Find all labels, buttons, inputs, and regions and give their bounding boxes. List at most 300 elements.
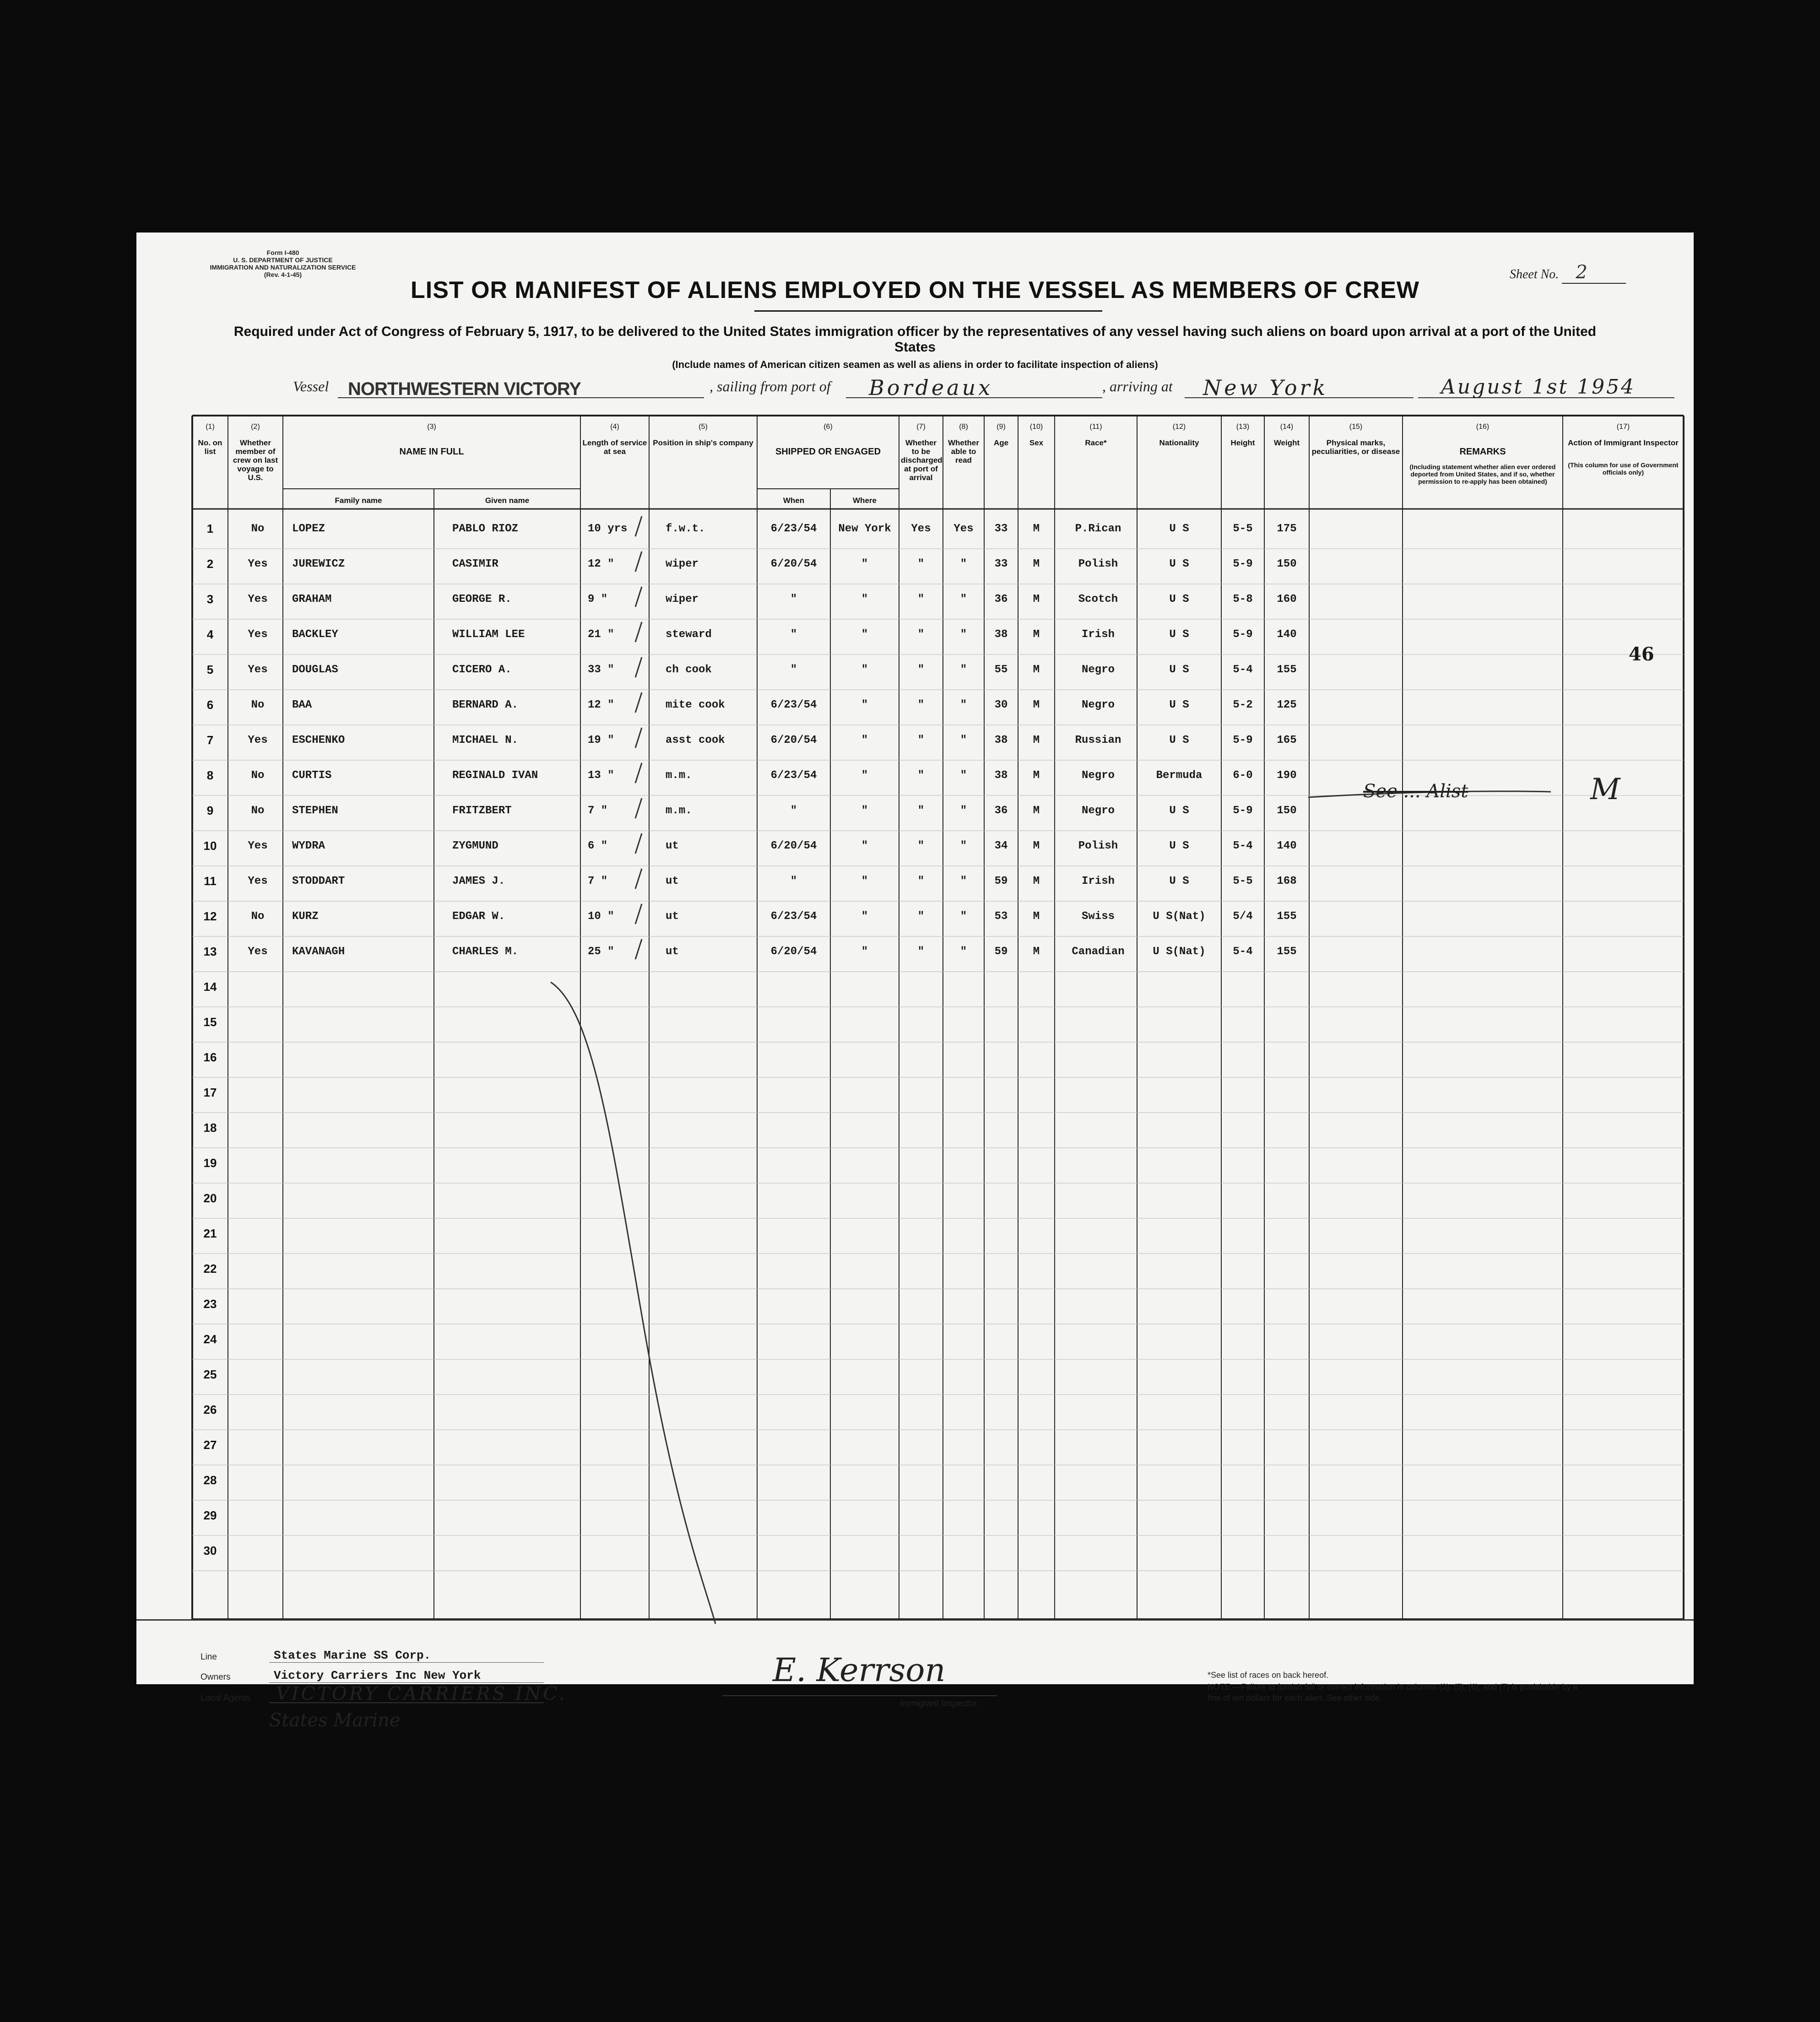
weight: 150 bbox=[1277, 805, 1297, 817]
owners-label: Owners bbox=[200, 1672, 231, 1682]
shipped-when: 6/23/54 bbox=[770, 699, 817, 711]
service-length: 7 " bbox=[588, 805, 608, 817]
age: 59 bbox=[994, 946, 1008, 958]
row-number: 12 bbox=[203, 909, 217, 923]
race: Polish bbox=[1078, 558, 1118, 570]
shipped-when: 6/20/54 bbox=[770, 558, 817, 570]
race: Swiss bbox=[1081, 910, 1115, 923]
height: 5-4 bbox=[1233, 840, 1253, 852]
able-to-read: " bbox=[960, 769, 967, 782]
crew-last-voyage: No bbox=[251, 910, 265, 923]
nationality: U S bbox=[1169, 523, 1189, 535]
shipped-when: 6/23/54 bbox=[770, 769, 817, 782]
manifest-table bbox=[136, 232, 1694, 1684]
able-to-read: " bbox=[960, 840, 967, 852]
race: Scotch bbox=[1078, 593, 1118, 606]
given-name: EDGAR W. bbox=[452, 910, 505, 923]
requirement-text: Required under Act of Congress of February 5, 1917, to be delivered to the United States immigration officer by the representatives of any vessel having such aliens on board upon arrival at a port of the United States bbox=[233, 324, 1597, 355]
column-number: (4) bbox=[610, 423, 619, 431]
race: Canadian bbox=[1072, 946, 1125, 958]
crew-last-voyage: Yes bbox=[248, 558, 268, 570]
height: 5-5 bbox=[1233, 523, 1253, 535]
column-header: Whether to be discharged at port of arrival bbox=[901, 438, 942, 482]
crew-last-voyage: Yes bbox=[248, 734, 268, 746]
crew-last-voyage: Yes bbox=[248, 593, 268, 606]
shipped-when: 6/23/54 bbox=[770, 523, 817, 535]
sex: M bbox=[1033, 769, 1040, 782]
shipped-where: " bbox=[861, 628, 868, 641]
service-length: 25 " bbox=[588, 946, 614, 958]
line-label: Line bbox=[200, 1652, 217, 1662]
row-number: 4 bbox=[206, 627, 214, 641]
position: ut bbox=[666, 875, 679, 887]
service-length: 9 " bbox=[588, 593, 608, 606]
sex: M bbox=[1033, 523, 1040, 535]
service-length: 12 " bbox=[588, 699, 614, 711]
nationality: Bermuda bbox=[1156, 769, 1202, 782]
nationality: U S bbox=[1169, 699, 1189, 711]
row-number: 11 bbox=[204, 874, 217, 888]
sex: M bbox=[1033, 664, 1040, 676]
service-length: 10 yrs bbox=[588, 523, 628, 535]
discharged-at-port: " bbox=[917, 769, 925, 782]
sailing-label: , sailing from port of bbox=[710, 378, 831, 395]
column-header: Physical marks, peculiarities, or disease bbox=[1311, 438, 1400, 456]
discharged-at-port: " bbox=[917, 910, 925, 923]
family-name: ESCHENKO bbox=[292, 734, 345, 746]
row-number: 26 bbox=[203, 1403, 217, 1416]
column-header: Weight bbox=[1273, 438, 1300, 447]
able-to-read: " bbox=[960, 910, 967, 923]
row-number: 5 bbox=[206, 663, 214, 676]
age: 30 bbox=[994, 699, 1008, 711]
shipped-where: " bbox=[861, 946, 868, 958]
row-number: 14 bbox=[203, 980, 217, 994]
signature-line bbox=[722, 1695, 997, 1696]
arrival-port: New York bbox=[1203, 375, 1328, 400]
vessel-name: NORTHWESTERN VICTORY bbox=[348, 379, 581, 399]
row-number: 13 bbox=[203, 945, 217, 958]
inspector-mark-row-8: M bbox=[1590, 773, 1620, 806]
row-number: 9 bbox=[206, 804, 214, 817]
nationality: U S bbox=[1169, 628, 1189, 641]
weight: 155 bbox=[1277, 910, 1297, 923]
shipped-where: " bbox=[861, 910, 868, 923]
column-header: Whether member of crew on last voyage to U.S. bbox=[233, 438, 278, 482]
sex: M bbox=[1033, 946, 1040, 958]
discharged-at-port: " bbox=[917, 840, 925, 852]
row-number: 6 bbox=[206, 698, 214, 712]
height: 5-4 bbox=[1233, 946, 1253, 958]
discharged-at-port: " bbox=[917, 946, 925, 958]
family-name: WYDRA bbox=[292, 840, 325, 852]
arrival-date: August 1st 1954 bbox=[1441, 375, 1636, 399]
column-number: (9) bbox=[997, 423, 1006, 431]
column-header: Sex bbox=[1029, 438, 1044, 447]
shipped-when: " bbox=[790, 805, 797, 817]
family-name: BACKLEY bbox=[292, 628, 338, 641]
footer-divider bbox=[136, 1619, 1694, 1621]
column-header: Action of Immigrant Inspector bbox=[1568, 438, 1679, 447]
height: 5/4 bbox=[1233, 910, 1253, 923]
weight: 165 bbox=[1277, 734, 1297, 746]
position: asst cook bbox=[666, 734, 725, 746]
shipping-line: States Marine SS Corp. bbox=[274, 1649, 431, 1662]
column-number: (14) bbox=[1280, 423, 1294, 431]
shipped-where: " bbox=[861, 558, 868, 570]
service-length: 6 " bbox=[588, 840, 608, 852]
sex: M bbox=[1033, 628, 1040, 641]
height: 6-0 bbox=[1233, 769, 1253, 782]
crew-last-voyage: Yes bbox=[248, 840, 268, 852]
discharged-at-port: " bbox=[917, 558, 925, 570]
column-header: Age bbox=[993, 438, 1009, 447]
sheet-label: Sheet No. bbox=[1510, 267, 1559, 281]
sex: M bbox=[1033, 805, 1040, 817]
sex: M bbox=[1033, 558, 1040, 570]
shipped-where: " bbox=[861, 664, 868, 676]
weight: 168 bbox=[1277, 875, 1297, 887]
crew-last-voyage: No bbox=[251, 805, 265, 817]
row-number: 15 bbox=[203, 1015, 217, 1029]
shipped-where: " bbox=[861, 840, 868, 852]
given-name: BERNARD A. bbox=[452, 699, 519, 711]
column-header: REMARKS bbox=[1459, 447, 1506, 457]
nationality: U S(Nat) bbox=[1153, 910, 1206, 923]
weight: 155 bbox=[1277, 664, 1297, 676]
crew-last-voyage: Yes bbox=[248, 664, 268, 676]
race: Negro bbox=[1081, 699, 1115, 711]
column-header: Position in ship's company bbox=[653, 438, 753, 447]
position: ut bbox=[666, 910, 679, 923]
row-number: 21 bbox=[203, 1227, 217, 1240]
local-agents: VICTORY CARRIERS INC. bbox=[276, 1683, 567, 1704]
arriving-label: , arriving at bbox=[1102, 378, 1173, 395]
manifest-sheet bbox=[136, 232, 1694, 1731]
races-note: *See list of races on back hereof. bbox=[1208, 1671, 1329, 1680]
service-name: IMMIGRATION AND NATURALIZATION SERVICE bbox=[210, 264, 356, 271]
height: 5-5 bbox=[1233, 875, 1253, 887]
race: Polish bbox=[1078, 840, 1118, 852]
shipped-where: " bbox=[861, 593, 868, 606]
discharged-at-port: " bbox=[917, 628, 925, 641]
age: 36 bbox=[994, 593, 1008, 606]
department-name: U. S. DEPARTMENT OF JUSTICE bbox=[233, 256, 333, 264]
column-number: (11) bbox=[1089, 423, 1102, 431]
row-number: 19 bbox=[203, 1156, 217, 1170]
shipped-when: 6/20/54 bbox=[770, 840, 817, 852]
race: Negro bbox=[1081, 769, 1115, 782]
age: 38 bbox=[994, 769, 1008, 782]
row-number: 8 bbox=[206, 768, 214, 782]
weight: 140 bbox=[1277, 628, 1297, 641]
given-name: CASIMIR bbox=[452, 558, 498, 570]
agents-script: States Marine bbox=[269, 1710, 401, 1731]
shipped-when: " bbox=[790, 664, 797, 676]
row-number: 25 bbox=[203, 1368, 217, 1381]
shipped-where: " bbox=[861, 699, 868, 711]
height: 5-4 bbox=[1233, 664, 1253, 676]
age: 33 bbox=[994, 558, 1008, 570]
race: P.Rican bbox=[1075, 523, 1121, 535]
discharged-at-port: " bbox=[917, 805, 925, 817]
able-to-read: " bbox=[960, 593, 967, 606]
column-header: Height bbox=[1230, 438, 1255, 447]
nationality: U S bbox=[1169, 840, 1189, 852]
nationality: U S(Nat) bbox=[1153, 946, 1206, 958]
row-number: 22 bbox=[203, 1262, 217, 1276]
service-length: 10 " bbox=[588, 910, 614, 923]
nationality: U S bbox=[1169, 805, 1189, 817]
column-number: (5) bbox=[699, 423, 708, 431]
revision-date: (Rev. 4-1-45) bbox=[264, 271, 302, 278]
age: 36 bbox=[994, 805, 1008, 817]
crew-last-voyage: Yes bbox=[248, 628, 268, 641]
family-name: KURZ bbox=[292, 910, 319, 923]
family-name: LOPEZ bbox=[292, 523, 325, 535]
column-header: No. on list bbox=[198, 438, 222, 456]
given-name: WILLIAM LEE bbox=[452, 628, 525, 641]
able-to-read: " bbox=[960, 664, 967, 676]
discharged-at-port: " bbox=[917, 699, 925, 711]
shipped-where: " bbox=[861, 734, 868, 746]
discharged-at-port: Yes bbox=[911, 523, 931, 535]
inspector-note: (This column for use of Government officials only) bbox=[1568, 461, 1679, 476]
given-name: MICHAEL N. bbox=[452, 734, 519, 746]
sex: M bbox=[1033, 875, 1040, 887]
column-number: (17) bbox=[1616, 423, 1630, 431]
row-number: 10 bbox=[203, 839, 217, 853]
age: 38 bbox=[994, 734, 1008, 746]
shipped-where: " bbox=[861, 805, 868, 817]
family-name: KAVANAGH bbox=[292, 946, 345, 958]
nationality: U S bbox=[1169, 558, 1189, 570]
position: wiper bbox=[666, 593, 699, 606]
nationality: U S bbox=[1169, 664, 1189, 676]
vessel-label: Vessel bbox=[293, 378, 329, 395]
shipped-when: " bbox=[790, 875, 797, 887]
column-header: SHIPPED OR ENGAGED bbox=[775, 447, 881, 457]
given-name: FRITZBERT bbox=[452, 805, 512, 817]
sex: M bbox=[1033, 699, 1040, 711]
weight: 160 bbox=[1277, 593, 1297, 606]
given-name: ZYGMUND bbox=[452, 840, 498, 852]
position: m.m. bbox=[666, 769, 692, 782]
column-number: (7) bbox=[916, 423, 926, 431]
title-text: LIST OR MANIFEST OF ALIENS EMPLOYED ON THE VESSEL AS MEMBERS OF CREW bbox=[411, 277, 1419, 303]
weight: 190 bbox=[1277, 769, 1297, 782]
family-name: STODDART bbox=[292, 875, 345, 887]
age: 38 bbox=[994, 628, 1008, 641]
service-length: 21 " bbox=[588, 628, 614, 641]
discharged-at-port: " bbox=[917, 664, 925, 676]
column-header: Length of service at sea bbox=[582, 438, 647, 456]
age: 34 bbox=[994, 840, 1008, 852]
height: 5-2 bbox=[1233, 699, 1253, 711]
discharged-at-port: " bbox=[917, 593, 925, 606]
position: ut bbox=[666, 946, 679, 958]
column-header: Race* bbox=[1085, 438, 1107, 447]
able-to-read: " bbox=[960, 628, 967, 641]
position: f.w.t. bbox=[666, 523, 705, 535]
column-number: (12) bbox=[1172, 423, 1186, 431]
row-number: 23 bbox=[203, 1297, 217, 1311]
departure-port: Bordeaux bbox=[869, 375, 993, 400]
failure-note: NOTE.—Failure to furnish full or correct information in columns (3), (5), (6), and (7) is punishable by a fine of ten dollars for each alien. See other side. bbox=[1208, 1682, 1578, 1703]
sex: M bbox=[1033, 840, 1040, 852]
position: m.m. bbox=[666, 805, 692, 817]
service-length: 7 " bbox=[588, 875, 608, 887]
given-name: CICERO A. bbox=[452, 664, 512, 676]
age: 53 bbox=[994, 910, 1008, 923]
discharged-at-port: " bbox=[917, 875, 925, 887]
sex: M bbox=[1033, 910, 1040, 923]
inspector-label: Immigrant Inspector. bbox=[900, 1699, 979, 1708]
family-name: CURTIS bbox=[292, 769, 332, 782]
race: Irish bbox=[1081, 628, 1115, 641]
row-number: 24 bbox=[203, 1332, 217, 1346]
shipped-when: 6/23/54 bbox=[770, 910, 817, 923]
row-number: 2 bbox=[206, 557, 214, 571]
column-header: Whether able to read bbox=[948, 438, 979, 465]
position: wiper bbox=[666, 558, 699, 570]
row-number: 27 bbox=[203, 1438, 217, 1452]
form-number: Form I-480 bbox=[266, 249, 299, 256]
margin-tally-number: 46 bbox=[1629, 643, 1654, 665]
shipped-where: " bbox=[861, 769, 868, 782]
age: 55 bbox=[994, 664, 1008, 676]
able-to-read: " bbox=[960, 734, 967, 746]
when-header: When bbox=[783, 496, 805, 505]
able-to-read: " bbox=[960, 805, 967, 817]
agents-label: Local Agents bbox=[200, 1693, 250, 1703]
position: mite cook bbox=[666, 699, 725, 711]
service-length: 12 " bbox=[588, 558, 614, 570]
sheet-number: 2 bbox=[1562, 262, 1626, 284]
line-field-line bbox=[269, 1662, 544, 1663]
height: 5-9 bbox=[1233, 734, 1253, 746]
row-number: 17 bbox=[203, 1086, 217, 1099]
column-number: (6) bbox=[823, 423, 833, 431]
service-length: 19 " bbox=[588, 734, 614, 746]
given-name: PABLO RIOZ bbox=[452, 523, 519, 535]
family-name-header: Family name bbox=[335, 496, 382, 505]
owners-field-line bbox=[269, 1682, 544, 1683]
race: Irish bbox=[1081, 875, 1115, 887]
family-name: JUREWICZ bbox=[292, 558, 345, 570]
row-number: 28 bbox=[203, 1473, 217, 1487]
where-header: Where bbox=[853, 496, 877, 505]
weight: 175 bbox=[1277, 523, 1297, 535]
row-number: 3 bbox=[206, 592, 214, 606]
row-number: 16 bbox=[203, 1050, 217, 1064]
given-name: GEORGE R. bbox=[452, 593, 512, 606]
family-name: STEPHEN bbox=[292, 805, 338, 817]
shipped-when: 6/20/54 bbox=[770, 946, 817, 958]
family-name: GRAHAM bbox=[292, 593, 332, 606]
row-number: 18 bbox=[203, 1121, 217, 1135]
column-number: (8) bbox=[959, 423, 968, 431]
age: 59 bbox=[994, 875, 1008, 887]
shipped-when: 6/20/54 bbox=[770, 734, 817, 746]
shipped-when: " bbox=[790, 628, 797, 641]
row-number: 7 bbox=[206, 733, 214, 747]
inspector-signature: E. Kerrson bbox=[773, 1651, 946, 1689]
discharged-at-port: " bbox=[917, 734, 925, 746]
weight: 150 bbox=[1277, 558, 1297, 570]
crew-last-voyage: Yes bbox=[248, 946, 268, 958]
sex: M bbox=[1033, 734, 1040, 746]
nationality: U S bbox=[1169, 593, 1189, 606]
position: steward bbox=[666, 628, 712, 641]
column-number: (2) bbox=[251, 423, 260, 431]
column-header: Nationality bbox=[1159, 438, 1199, 447]
weight: 140 bbox=[1277, 840, 1297, 852]
height: 5-9 bbox=[1233, 558, 1253, 570]
able-to-read: " bbox=[960, 699, 967, 711]
column-number: (13) bbox=[1236, 423, 1250, 431]
age: 33 bbox=[994, 523, 1008, 535]
height: 5-9 bbox=[1233, 628, 1253, 641]
column-number: (3) bbox=[427, 423, 436, 431]
race: Negro bbox=[1081, 805, 1115, 817]
column-number: (15) bbox=[1349, 423, 1363, 431]
family-name: BAA bbox=[292, 699, 312, 711]
crew-last-voyage: No bbox=[251, 769, 265, 782]
race: Russian bbox=[1075, 734, 1121, 746]
remarks-note: (Including statement whether alien ever ordered deported from United States, and if so, whether permission to re-apply has been obtained) bbox=[1409, 463, 1556, 485]
given-name: CHARLES M. bbox=[452, 946, 519, 958]
shipped-when: " bbox=[790, 593, 797, 606]
given-name-header: Given name bbox=[485, 496, 530, 505]
sex: M bbox=[1033, 593, 1040, 606]
weight: 155 bbox=[1277, 946, 1297, 958]
remark-row-8: See ... Alist bbox=[1363, 781, 1468, 802]
include-note: (Include names of American citizen seamen as well as aliens in order to facilitate inspection of aliens) bbox=[672, 359, 1158, 370]
row-number: 20 bbox=[203, 1191, 217, 1205]
service-length: 33 " bbox=[588, 664, 614, 676]
crew-last-voyage: No bbox=[251, 523, 265, 535]
given-name: REGINALD IVAN bbox=[452, 769, 538, 782]
column-header: NAME IN FULL bbox=[399, 447, 464, 457]
row-number: 30 bbox=[203, 1544, 217, 1557]
race: Negro bbox=[1081, 664, 1115, 676]
crew-last-voyage: No bbox=[251, 699, 265, 711]
position: ut bbox=[666, 840, 679, 852]
row-number: 29 bbox=[203, 1508, 217, 1522]
position: ch cook bbox=[666, 664, 712, 676]
given-name: JAMES J. bbox=[452, 875, 505, 887]
able-to-read: " bbox=[960, 558, 967, 570]
shipped-where: " bbox=[861, 875, 868, 887]
family-name: DOUGLAS bbox=[292, 664, 338, 676]
able-to-read: " bbox=[960, 946, 967, 958]
able-to-read: " bbox=[960, 875, 967, 887]
nationality: U S bbox=[1169, 734, 1189, 746]
crew-last-voyage: Yes bbox=[248, 875, 268, 887]
able-to-read: Yes bbox=[953, 523, 974, 535]
owners: Victory Carriers Inc New York bbox=[274, 1669, 481, 1682]
shipped-where: New York bbox=[838, 523, 891, 535]
column-number: (10) bbox=[1029, 423, 1043, 431]
row-number: 1 bbox=[206, 522, 214, 535]
service-length: 13 " bbox=[588, 769, 614, 782]
column-number: (16) bbox=[1476, 423, 1490, 431]
height: 5-9 bbox=[1233, 805, 1253, 817]
nationality: U S bbox=[1169, 875, 1189, 887]
height: 5-8 bbox=[1233, 593, 1253, 606]
column-number: (1) bbox=[206, 423, 215, 431]
